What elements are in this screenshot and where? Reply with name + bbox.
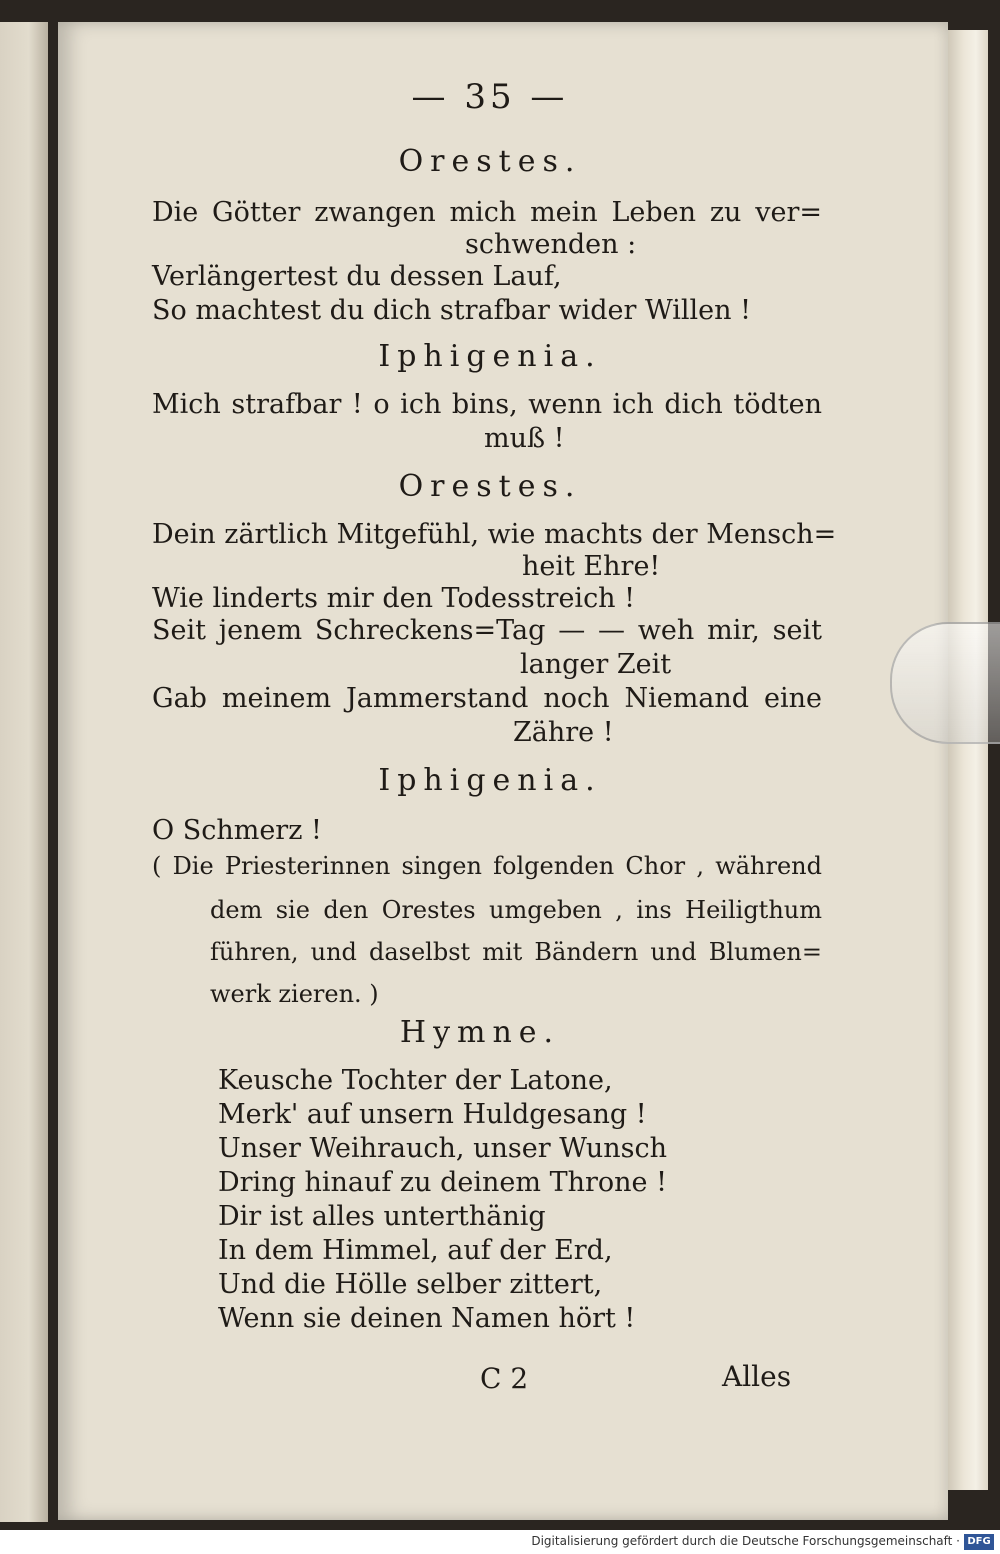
hymn-line: Dir ist alles unterthänig <box>218 1201 546 1232</box>
speaker-orestes: Orestes. <box>398 144 582 179</box>
hymn-title: Hymne. <box>399 1015 561 1050</box>
hymn-line: Und die Hölle selber zittert, <box>218 1269 603 1300</box>
dfg-logo: DFG <box>964 1534 994 1550</box>
speaker-iphigenia: Iphigenia. <box>378 763 602 798</box>
page-number: — 35 — <box>411 77 569 117</box>
verse-line: schwenden : <box>465 229 637 260</box>
stage-direction-line: dem sie den Orestes umgeben , ins Heiligthum <box>210 896 822 924</box>
verse-line: Dein zärtlich Mitgefühl, wie machts der Mensch= <box>152 519 837 550</box>
hymn-line: Dring hinauf zu deinem Throne ! <box>218 1167 667 1198</box>
verse-line: Gab meinem Jammerstand noch Niemand eine <box>152 683 822 714</box>
stage-direction-line: führen, und daselbst mit Bändern und Blumen= <box>210 938 822 966</box>
verse-line: muß ! <box>484 423 565 454</box>
verse-line: langer Zeit <box>520 649 672 680</box>
page-stack-edge <box>948 30 988 1490</box>
verse-line: Die Götter zwangen mich mein Leben zu ver= <box>152 197 822 228</box>
previous-page-edge <box>0 22 48 1522</box>
hymn-line: Merk' auf unsern Huldgesang ! <box>218 1099 647 1130</box>
signature-mark: C 2 <box>480 1362 529 1395</box>
verse-line: Wie linderts mir den Todesstreich ! <box>152 583 636 614</box>
digitization-footer <box>0 1530 1000 1554</box>
verse-line: So machtest du dich strafbar wider Willen ! <box>152 295 751 326</box>
hymn-line: Keusche Tochter der Latone, <box>218 1065 613 1096</box>
speaker-orestes: Orestes. <box>398 469 582 504</box>
catchword: Alles <box>722 1360 792 1393</box>
footer-credit: Digitalisierung gefördert durch die Deutsche Forschungsgemeinschaft · <box>531 1534 960 1548</box>
stage-direction-line: werk zieren. ) <box>210 980 379 1008</box>
verse-line: O Schmerz ! <box>152 815 322 846</box>
hymn-line: In dem Himmel, auf der Erd, <box>218 1235 613 1266</box>
speaker-iphigenia: Iphigenia. <box>378 339 602 374</box>
verse-line: Mich strafbar ! o ich bins, wenn ich dich tödten <box>152 389 822 420</box>
verse-line: heit Ehre! <box>522 551 661 582</box>
page-clip <box>890 622 1000 744</box>
stage-direction-line: ( Die Priesterinnen singen folgenden Chor , während <box>152 852 822 880</box>
verse-line: Verlängertest du dessen Lauf, <box>152 261 562 292</box>
verse-line: Seit jenem Schreckens=Tag — — weh mir, seit <box>152 615 822 646</box>
hymn-line: Unser Weihrauch, unser Wunsch <box>218 1133 667 1164</box>
hymn-line: Wenn sie deinen Namen hört ! <box>218 1303 636 1334</box>
verse-line: Zähre ! <box>513 717 614 748</box>
